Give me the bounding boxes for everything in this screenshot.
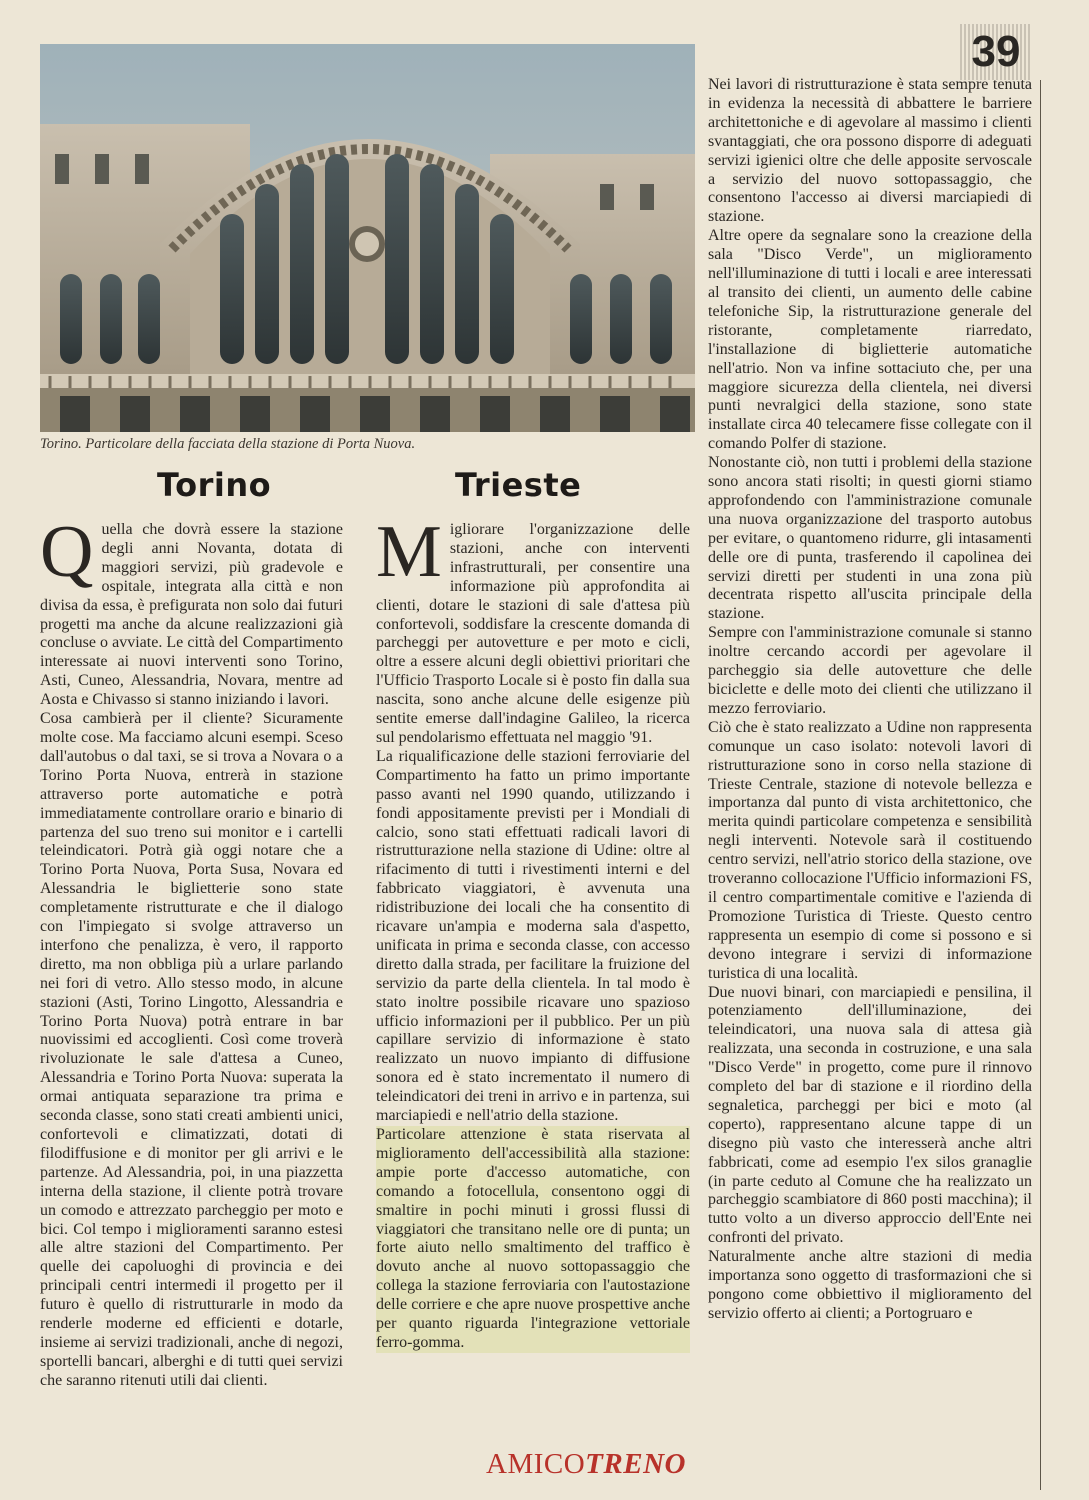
trieste-cont-paragraph-2: Altre opere da segnalare sono la creazione della sala "Disco Verde", un miglioramento nell'illuminazione di tutti i locali e aree interessati al transito dei clienti, un aumento delle cabine telefoniche Sip, la ristrutturazione generale del ristorante, completamente riarredato, l'installazione di biglietterie automatiche nell'atrio. Non va infine sottaciuto che, per una maggiore sicurezza della clientela, nei diversi punti nevralgici della stazione, sono state installate circa 40 telecamere fisse collegate con il comando Polfer di stazione.: [708, 227, 1032, 453]
dropcap-q: Q: [40, 511, 94, 593]
trieste-cont-paragraph-3: Nonostante ciò, non tutti i problemi della stazione sono ancora stati risolti; in questi giorni stiamo approfondendo con l'amministrazione comunale una nuova organizzazione del trasporto autobus per evitare, o quantomeno ridurre, gli intasamenti delle ore di punta, trasferendo il capolinea dei servizi diretti per studenti in una zona più decentrata rispetto all'uscita principale della stazione.: [708, 454, 1032, 623]
trieste-paragraph-1-text: igliorare l'organizzazione delle stazioni, anche con interventi infrastrutturali, per consentire una informazione più approfondita ai clienti, dotare le stazioni di sale d'attesa più confortevoli, soddisfare la crescente domanda di parcheggi per autovetture e per moto e cicli, oltre a essere alcuni degli obiettivi prioritari che l'Ufficio Trasporto Locale si è posto fin dalla sua nascita, sono anche alcune delle esigenze più sentite emerse dall'indagine Galileo, la ricerca sul pendolarismo effettuata nel maggio '91.: [376, 521, 690, 746]
brand-part-2: TRENO: [585, 1448, 686, 1480]
torino-paragraph-1-text: uella che dovrà essere la stazione degli anni Novanta, dotata di maggiori servizi, più gradevole e ospitale, integrata alla città e non divisa da essa, è prefigurata non solo dai futuri progetti ma anche da alcune realizzazioni già concluse o avviate. Le città del Compartimento interessate ai nuovi interventi sono Torino, Asti, Cuneo, Alessandria, Novara, mentre ad Aosta e Chivasso si stanno iniziando i lavori.: [40, 521, 343, 709]
heading-torino: Torino: [157, 466, 272, 504]
torino-paragraph-1: [40, 511, 343, 710]
trieste-cont-paragraph-7: Naturalmente anche altre stazioni di media importanza sono oggetto di trasformazioni che si pongono come obbiettivo il miglioramento del servizio offerto ai clienti; a Portogruaro e: [708, 1248, 1032, 1322]
magazine-brand-logo: [486, 1448, 686, 1481]
trieste-cont-paragraph-5: Ciò che è stato realizzato a Udine non rappresenta comunque un caso isolato: notevoli lavori di ristrutturazione sono in corso nella stazione di Trieste Centrale, stazione di notevole bellezza e importanza dal punto di vista architettonico, che merita quindi particolare competenza e sensibilità negli interventi. Notevole sarà il costituendo centro servizi, nell'atrio storico della stazione, ove troveranno collocazione l'Ufficio informazioni FS, il centro compartimentale comitive e l'azienda di Promozione Turistica di Trieste. Questo centro rappresenta un esempio di come si possono e si devono integrare i servizi di informazione turistica di una località.: [708, 718, 1032, 982]
heading-trieste: Trieste: [455, 466, 582, 504]
station-facade-photo: [40, 44, 695, 432]
trieste-cont-paragraph-1: Nei lavori di ristrutturazione è stata sempre tenuta in evidenza la necessità di abbattere le barriere architettoniche e di agevolare al massimo i clienti svantaggiati, che ora possono disporre di adeguati servizi igienici oltre che delle apposite servoscale a servizio del nuovo sottopassaggio, che consentono l'accesso ai diversi marciapiedi di stazione.: [708, 76, 1032, 226]
trieste-cont-paragraph-4: Sempre con l'amministrazione comunale si stanno inoltre cercando accordi per agevolare il parcheggio sia delle autovetture che delle biciclette e delle moto dei clienti che utilizzano il mezzo ferroviario.: [708, 624, 1032, 717]
dropcap-m: M: [376, 511, 442, 593]
trieste-paragraph-3: Particolare attenzione è stata riservata al miglioramento dell'accessibilità alla stazione: ampie porte d'accesso automatiche, con comando a fotocellula, consentono oggi di smaltire in pochi minuti i grossi flussi di viaggiatori che transitano nelle ore di punta; un forte aiuto nello smaltimento del traffico è dovuto anche al nuovo sottopassaggio che collega la stazione ferroviaria con l'autostazione delle corriere e che apre nuove prospettive anche per quanto riguarda l'integrazione vettoriale ferro-gomma.: [376, 1126, 690, 1351]
column-trieste: [376, 511, 690, 1353]
trieste-cont-paragraph-6: Due nuovi binari, con marciapiedi e pensilina, il potenziamento dell'illuminazione, dei teleindicatori, una nuova sala di attesa già realizzata, una seconda in costruzione, e una sala "Disco Verde" in progetto, come pure il rinnovo completo del bar di stazione e il riordino della segnaletica, parcheggi per bici e moto (al coperto), rappresentano alcune tappe di un disegno più vasto che interesserà anche altri fabbricati, come ad esempio l'ex silos granaglie (in parte ceduto al Comune che ha realizzato un parcheggio scambiatore di 860 posti macchina); il tutto volto a un diverso approccio dell'Ente nei confronti del privato.: [708, 983, 1032, 1247]
trieste-paragraph-1: [376, 511, 690, 748]
photo-caption: Torino. Particolare della facciata della stazione di Porta Nuova.: [40, 436, 416, 452]
trieste-paragraph-2: La riqualificazione delle stazioni ferroviarie del Compartimento ha fatto un primo importante passo avanti nel 1990 quando, utilizzando i fondi appositamente previsti per i Mondiali di calcio, sono stati effettuati radicali lavori di ristrutturazione nella stazione di Udine: oltre al rifacimento di tutti i rivestimenti interni e del fabbricato viaggiatori, è avvenuta una ridistribuzione dei locali che ha consentito di ricavare un'ampia e moderna sala d'aspetto, unificata in prima e seconda classe, con accesso diretto dalla strada, per facilitare la fruizione del servizio da parte della clientela. In tal modo è stato inoltre possibile ricavare uno spazioso ufficio informazioni per il pubblico. Per un più capillare servizio di informazione è stato realizzato un nuovo impianto di diffusione sonora ed è stato incrementato il numero di teleindicatori dei treni in arrivo e in partenza, sui marciapiedi e nell'atrio della stazione.: [376, 747, 690, 1125]
brand-part-1: AMICO: [486, 1448, 586, 1480]
column-torino: [40, 511, 343, 1391]
page-number: 39: [960, 24, 1032, 80]
column-trieste-continued: [708, 76, 1032, 1324]
torino-paragraph-2: Cosa cambierà per il cliente? Sicuramente molte cose. Ma facciamo alcuni esempi. Sceso dall'autobus o dal taxi, se si trova a Novara o a Torino Porta Nuova, entrerà in stazione attraverso porte automatiche e potrà immediatamente controllare orario e binario di partenza del suo treno sui monitor e i cartelli teleindicatori. Potrà già oggi notare che a Torino Porta Nuova, Porta Susa, Novara ed Alessandria le biglietterie sono state completamente ristrutturate e che il dialogo con l'impiegato si svolge attraverso un interfono che penalizza, è vero, il rapporto diretto, ma non obbliga più a urlare parlando nei fori di vetro. Allo stesso modo, in alcune stazioni (Asti, Torino Lingotto, Alessandria e Torino Porta Nuova) potrà entrare in bar nuovissimi ed accoglienti. Così come troverà rivoluzionate le sale d'attesa a Cuneo, Alessandria e Torino Porta Nuova: superata la ormai antiquata separazione tra prima e seconda classe, sono stati creati ambienti unici, confortevoli e climatizzati, dotati di filodiffusione e di monitor per gli arrivi e le partenze. Ad Alessandria, poi, in una piazzetta interna della stazione, il cliente potrà trovare un comodo e attrezzato parcheggio per moto e bici. Col tempo i miglioramenti saranno estesi alle altre stazioni del Compartimento. Per quelle dei capoluoghi di provincia e dei principali centri intermedi il progetto per il futuro è quello di ristrutturarle in modo da renderle moderne ed efficienti e dotarle, insieme ai servizi tradizionali, anche di negozi, sportelli bancari, alberghi e di tutti quei servizi che saranno ritenuti utili dai clienti.: [40, 710, 343, 1389]
right-column-rule: [1040, 80, 1041, 1490]
